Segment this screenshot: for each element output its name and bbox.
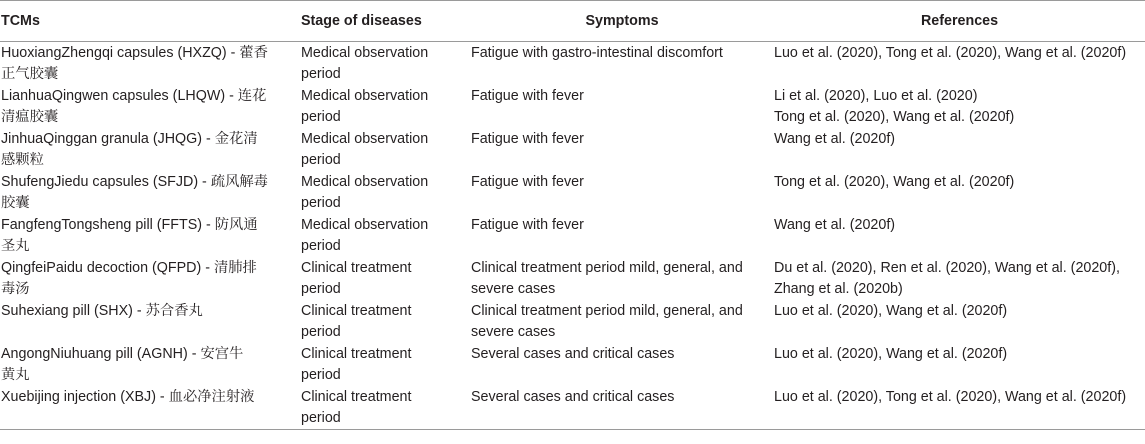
symptoms-cell: [470, 386, 773, 430]
symptoms-cell-line: Clinical treatment period mild, general, and: [471, 260, 743, 276]
header-symptoms: Symptoms: [470, 1, 773, 42]
symptoms-cell-line: Fatigue with fever: [471, 88, 584, 104]
tcm-cell-line: FangfengTongsheng pill (FFTS) - 防风通: [1, 217, 258, 233]
header-row: [0, 1, 1145, 42]
symptoms-cell-line: Several cases and critical cases: [471, 389, 675, 405]
references-cell: [773, 171, 1145, 214]
tcm-cell-line: 黄丸: [1, 367, 30, 383]
tcm-cell: [0, 257, 300, 300]
tcm-cell: [0, 300, 300, 343]
stage-cell: [300, 171, 470, 214]
references-cell: [773, 214, 1145, 257]
tcm-cell-line: 毒汤: [1, 281, 30, 297]
stage-cell: [300, 386, 470, 430]
references-cell-line: Tong et al. (2020), Wang et al. (2020f): [774, 109, 1015, 125]
stage-cell-line: period: [301, 367, 341, 383]
symptoms-cell: [470, 300, 773, 343]
references-cell: [773, 128, 1145, 171]
tcm-cell: [0, 85, 300, 128]
stage-cell-line: period: [301, 195, 341, 211]
tcm-cell-line: Xuebijing injection (XBJ) - 血必净注射液: [1, 389, 255, 405]
references-cell: [773, 300, 1145, 343]
table-row: [0, 42, 1145, 86]
references-cell-line: Luo et al. (2020), Tong et al. (2020), Wang et al. (2020f): [774, 45, 1127, 61]
stage-cell-line: Medical observation: [301, 88, 429, 104]
stage-cell: [300, 85, 470, 128]
symptoms-cell-line: Fatigue with fever: [471, 131, 584, 147]
symptoms-cell-line: Several cases and critical cases: [471, 346, 675, 362]
stage-cell-line: Medical observation: [301, 131, 429, 147]
tcm-cell-line: AngongNiuhuang pill (AGNH) - 安宫牛: [1, 346, 244, 362]
table-row: [0, 257, 1145, 300]
tcm-cell-line: 清瘟胶囊: [1, 109, 59, 125]
symptoms-cell-line: severe cases: [471, 324, 556, 340]
tcm-cell: [0, 42, 300, 86]
stage-cell: [300, 300, 470, 343]
references-cell-line: Luo et al. (2020), Tong et al. (2020), Wang et al. (2020f): [774, 389, 1127, 405]
header-tcms: TCMs: [0, 1, 300, 42]
stage-cell-line: Clinical treatment: [301, 346, 412, 362]
table-row: [0, 343, 1145, 386]
tcm-cell: [0, 171, 300, 214]
tcm-cell: [0, 214, 300, 257]
table-row: [0, 386, 1145, 430]
stage-cell-line: Clinical treatment: [301, 303, 412, 319]
symptoms-cell: [470, 171, 773, 214]
tcm-cell-line: HuoxiangZhengqi capsules (HXZQ) - 藿香: [1, 45, 268, 61]
stage-cell-line: Medical observation: [301, 174, 429, 190]
stage-cell-line: Medical observation: [301, 45, 429, 61]
references-cell-line: Zhang et al. (2020b): [774, 281, 903, 297]
symptoms-cell: [470, 257, 773, 300]
references-cell: [773, 42, 1145, 86]
symptoms-cell-line: severe cases: [471, 281, 556, 297]
symptoms-cell-line: Fatigue with fever: [471, 217, 584, 233]
stage-cell-line: Clinical treatment: [301, 389, 412, 405]
symptoms-cell: [470, 42, 773, 86]
references-cell-line: Li et al. (2020), Luo et al. (2020): [774, 88, 978, 104]
symptoms-cell-line: Fatigue with gastro-intestinal discomfort: [471, 45, 723, 61]
references-cell-line: Tong et al. (2020), Wang et al. (2020f): [774, 174, 1015, 190]
stage-cell-line: period: [301, 324, 341, 340]
stage-cell: [300, 257, 470, 300]
header-stage: Stage of diseases: [300, 1, 470, 42]
tcm-cell: [0, 386, 300, 430]
stage-cell-line: period: [301, 410, 341, 426]
symptoms-cell-line: Fatigue with fever: [471, 174, 584, 190]
table-row: [0, 214, 1145, 257]
symptoms-cell: [470, 343, 773, 386]
stage-cell-line: Medical observation: [301, 217, 429, 233]
stage-cell: [300, 128, 470, 171]
tcm-cell-line: 感颗粒: [1, 152, 44, 168]
tcm-cell-line: Suhexiang pill (SHX) - 苏合香丸: [1, 303, 203, 319]
stage-cell-line: period: [301, 66, 341, 82]
table-row: [0, 128, 1145, 171]
references-cell-line: Wang et al. (2020f): [774, 217, 896, 233]
table-body: [0, 42, 1145, 430]
references-cell-line: Du et al. (2020), Ren et al. (2020), Wang et al. (2020f),: [774, 260, 1120, 276]
references-cell: [773, 343, 1145, 386]
symptoms-cell-line: Clinical treatment period mild, general, and: [471, 303, 743, 319]
stage-cell: [300, 343, 470, 386]
symptoms-cell: [470, 128, 773, 171]
tcm-cell-line: 圣丸: [1, 238, 30, 254]
references-cell: [773, 257, 1145, 300]
tcm-cell-line: 正气胶囊: [1, 66, 59, 82]
tcm-cell-line: LianhuaQingwen capsules (LHQW) - 连花: [1, 88, 267, 104]
table-row: [0, 85, 1145, 128]
references-cell-line: Luo et al. (2020), Wang et al. (2020f): [774, 346, 1008, 362]
tcm-cell: [0, 128, 300, 171]
table-row: [0, 300, 1145, 343]
symptoms-cell: [470, 85, 773, 128]
stage-cell-line: period: [301, 281, 341, 297]
stage-cell-line: period: [301, 238, 341, 254]
tcm-cell-line: QingfeiPaidu decoction (QFPD) - 清肺排: [1, 260, 257, 276]
stage-cell-line: Clinical treatment: [301, 260, 412, 276]
stage-cell-line: period: [301, 152, 341, 168]
stage-cell: [300, 42, 470, 86]
stage-cell-line: period: [301, 109, 341, 125]
header-references: References: [773, 1, 1145, 42]
tcm-cell: [0, 343, 300, 386]
tcm-cell-line: 胶囊: [1, 195, 30, 211]
table-row: [0, 171, 1145, 214]
tcm-cell-line: ShufengJiedu capsules (SFJD) - 疏风解毒: [1, 174, 268, 190]
stage-cell: [300, 214, 470, 257]
references-cell: [773, 386, 1145, 430]
references-cell-line: Luo et al. (2020), Wang et al. (2020f): [774, 303, 1008, 319]
references-cell: [773, 85, 1145, 128]
references-cell-line: Wang et al. (2020f): [774, 131, 896, 147]
tcm-cell-line: JinhuaQinggan granula (JHQG) - 金花清: [1, 131, 258, 147]
symptoms-cell: [470, 214, 773, 257]
